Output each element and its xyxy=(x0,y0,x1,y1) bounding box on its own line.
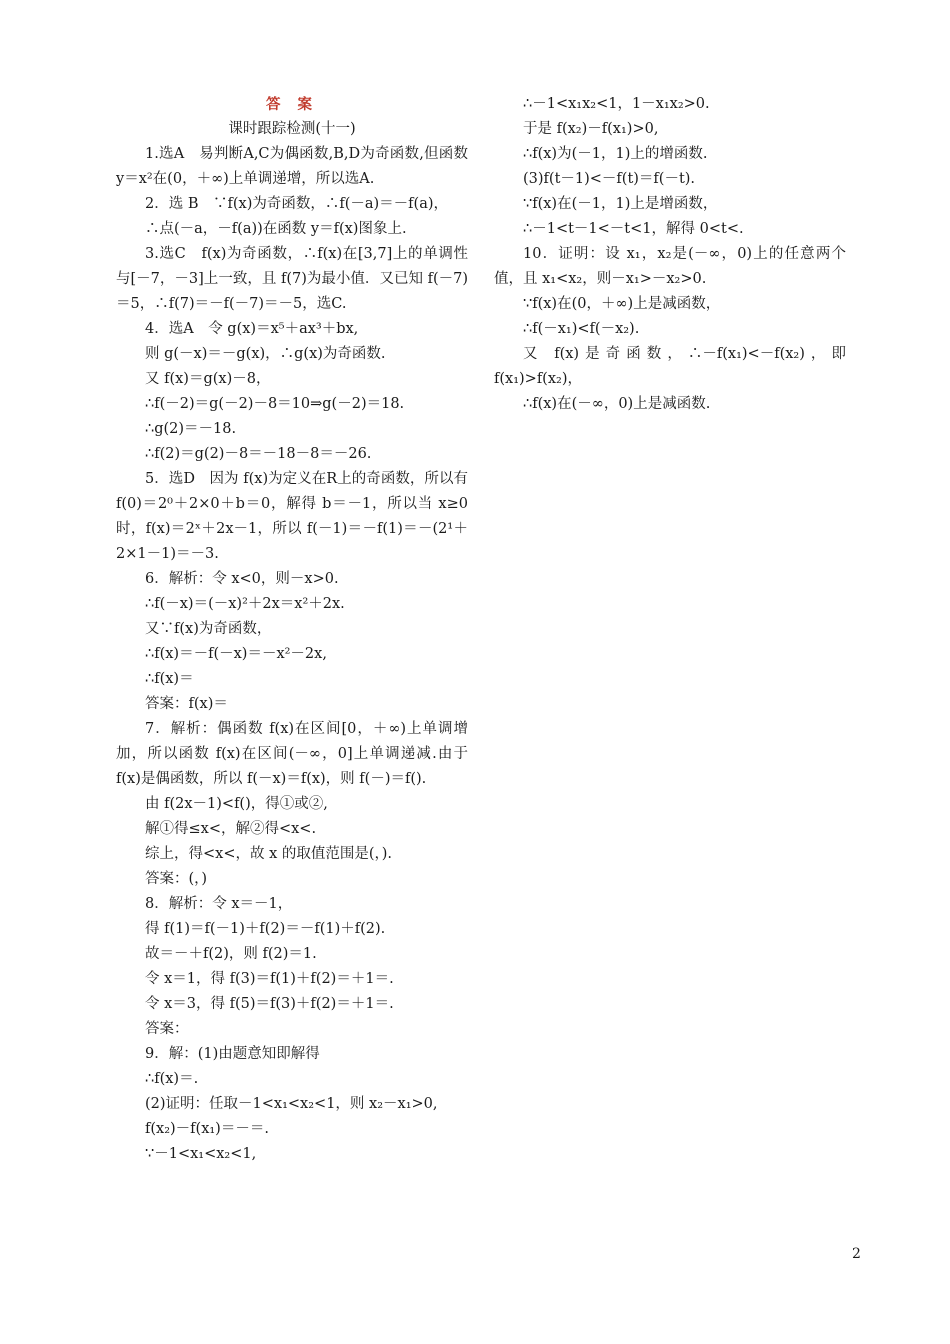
answer-subtitle: 课时跟踪检测(十一) xyxy=(228,121,356,137)
answer-line: 1.选A 易判断A,C为偶函数,B,D为奇函数,但函数 y＝x²在(0，＋∞)上单调递增，所以选A. xyxy=(116,146,468,187)
answer-line: 于是 f(x₂)－f(x₁)>0, xyxy=(523,121,659,137)
answer-line: 2．选 B ∵f(x)为奇函数，∴f(－a)＝－f(a)， xyxy=(145,196,448,212)
answer-line: 3.选C f(x)为奇函数，∴f(x)在[3,7]上的单调性与[－7，－3]上一致，且 f(7)为最小值．又已知 f(－7)＝5，∴f(7)＝－f(－7)＝－5，选C. xyxy=(116,246,468,312)
answer-line: ∴f(x)＝－f(－x)＝－x²－2x, xyxy=(145,646,327,662)
answer-line: (3)f(t－1)<－f(t)＝f(－t). xyxy=(523,171,696,187)
answer-line: 又 f(x)＝g(x)－8， xyxy=(145,371,271,387)
answer-line: 故＝－＋f(2)，则 f(2)＝1. xyxy=(145,946,317,962)
answer-column-left xyxy=(116,92,468,1167)
left-answer-lines xyxy=(116,142,468,1167)
page-number: 2 xyxy=(852,1246,861,1262)
answer-line: 答案： xyxy=(145,1021,189,1037)
answer-line: 令 x＝1，得 f(3)＝f(1)＋f(2)＝＋1＝. xyxy=(145,971,394,987)
answer-line: 综上，得<x<，故 x 的取值范围是(，). xyxy=(145,846,393,862)
answer-line: 6．解析：令 x<0，则－x>0. xyxy=(145,571,339,587)
answer-line: 答案：f(x)＝ xyxy=(145,696,228,712)
answer-line: ∴f(x)为(－1，1)上的增函数. xyxy=(523,146,708,162)
answer-line: 得 f(1)＝f(－1)＋f(2)＝－f(1)＋f(2). xyxy=(145,921,386,937)
answer-line: 答案：(，) xyxy=(145,871,208,887)
answer-line: 8．解析：令 x＝－1， xyxy=(145,896,293,912)
answer-line: 5．选D 因为 f(x)为定义在R上的奇函数，所以有 f(0)＝2⁰＋2×0＋b＝0，解得 b＝－1，所以当 x≥0 时，f(x)＝2ˣ＋2x－1，所以 f(－1)＝－f(1)＝－(2¹＋2×1－1)＝－3. xyxy=(116,471,468,562)
answer-line: 解①得≤x<，解②得<x<. xyxy=(145,821,317,837)
answer-line: ∵f(x)在(0，＋∞)上是减函数， xyxy=(523,296,721,312)
answer-line: ∴f(－2)＝g(－2)－8＝10⇒g(－2)＝18. xyxy=(145,396,405,412)
answer-line: ∴点(－a，－f(a))在函数 y＝f(x)图象上. xyxy=(145,221,407,237)
answer-line: 则 g(－x)＝－g(x)，∴g(x)为奇函数. xyxy=(145,346,386,362)
answer-line: ∴f(x)在(－∞，0)上是减函数. xyxy=(523,396,711,412)
answer-line: ∵f(x)在(－1，1)上是增函数， xyxy=(523,196,718,212)
answer-column-right xyxy=(494,92,846,417)
answer-line: ∴f(2)＝g(2)－8＝－18－8＝－26. xyxy=(145,446,372,462)
answer-line: ∴－1<t－1<－t<1，解得 0<t<. xyxy=(523,221,744,237)
answer-line: ∵－1<x₁<x₂<1, xyxy=(145,1146,257,1162)
answer-line: 由 f(2x－1)<f()，得①或②, xyxy=(145,796,328,812)
answer-line: ∴f(－x₁)<f(－x₂). xyxy=(523,321,640,337)
answer-line: 又∵f(x)为奇函数， xyxy=(145,621,272,637)
right-answer-lines xyxy=(494,92,846,417)
answer-line: 10．证明：设 x₁，x₂是(－∞，0)上的任意两个值，且 x₁<x₂，则－x₁>－x₂>0. xyxy=(494,246,846,287)
answer-line: (2)证明：任取－1<x₁<x₂<1，则 x₂－x₁>0, xyxy=(145,1096,438,1112)
answer-line: f(x₂)－f(x₁)＝－＝. xyxy=(145,1121,269,1137)
answer-line: 9．解：(1)由题意知即解得 xyxy=(145,1046,320,1062)
answer-line: ∴f(－x)＝(－x)²＋2x＝x²＋2x. xyxy=(145,596,345,612)
answer-title: 答 案 xyxy=(265,96,319,113)
answer-line: 4．选A 令 g(x)＝x⁵＋ax³＋bx, xyxy=(145,321,359,337)
answer-line: 令 x＝3，得 f(5)＝f(3)＋f(2)＝＋1＝. xyxy=(145,996,394,1012)
answer-line: 又 f(x)是奇函数，∴－f(x₁)<－f(x₂)，即 f(x₁)>f(x₂)， xyxy=(494,346,846,387)
answer-line: ∴－1<x₁x₂<1，1－x₁x₂>0. xyxy=(523,96,710,112)
answer-line: ∴g(2)＝－18. xyxy=(145,421,237,437)
answer-line: 7．解析：偶函数 f(x)在区间[0，＋∞)上单调增加，所以函数 f(x)在区间(－∞，0]上单调递减.由于 f(x)是偶函数，所以 f(－x)＝f(x)，则 f(－)＝f(). xyxy=(116,721,468,787)
answer-line: ∴f(x)＝. xyxy=(145,1071,199,1087)
answer-line: ∴f(x)＝ xyxy=(145,671,194,687)
